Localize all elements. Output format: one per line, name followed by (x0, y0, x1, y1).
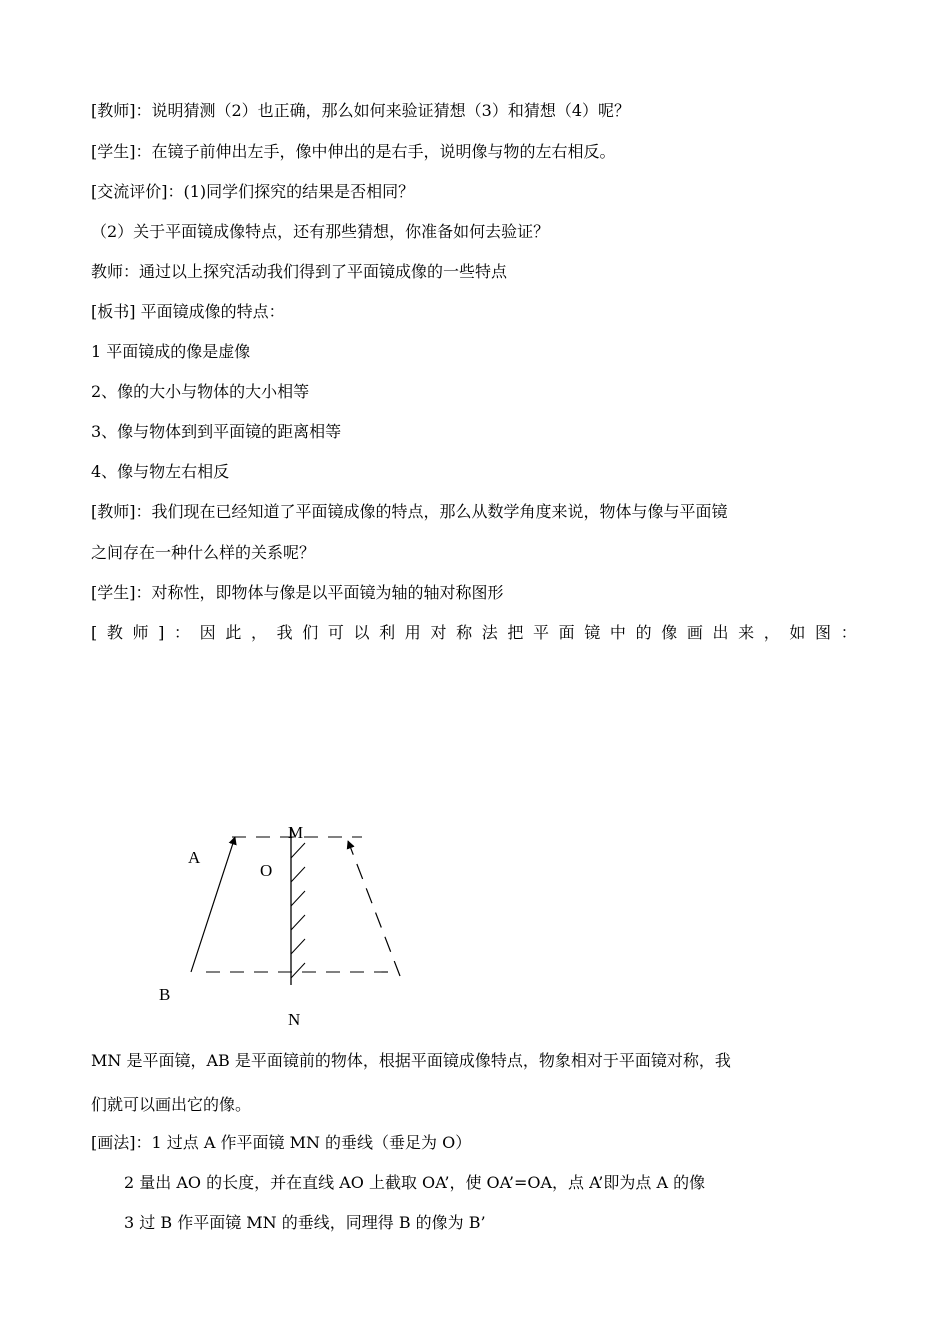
para-teacher-math-1: [教师]：我们现在已经知道了平面镜成像的特点，那么从数学角度来说，物体与像与平面镜 (91, 502, 728, 521)
justified-char: ] (158, 623, 165, 642)
justified-char: 图 (815, 623, 832, 642)
justified-char: ， (763, 623, 780, 642)
label-b: B (159, 985, 171, 1004)
justified-char: 把 (507, 623, 524, 642)
method-step-3: 3 过 B 作平面镜 MN 的垂线，同理得 B 的像为 B’ (124, 1213, 486, 1232)
label-o: O (260, 861, 273, 880)
para-description-2: 们就可以画出它的像。 (91, 1095, 252, 1114)
justified-char: 中 (609, 623, 626, 642)
justified-char: 师 (132, 623, 149, 642)
feature-4: 4、像与物左右相反 (91, 462, 230, 481)
justified-char: 画 (686, 623, 703, 642)
image-arrow-dashed (348, 841, 400, 976)
para-teacher-draw (91, 622, 857, 644)
method-step-1: [画法]：1 过点 A 作平面镜 MN 的垂线（垂足为 O） (91, 1133, 472, 1152)
justified-char: 以 (353, 623, 370, 642)
justified-char: 法 (481, 623, 498, 642)
justified-char: 对 (430, 623, 447, 642)
justified-char: 像 (661, 623, 678, 642)
justified-char: [ (91, 623, 98, 642)
justified-char: 如 (789, 623, 806, 642)
justified-char: 因 (199, 623, 216, 642)
method-step-2: 2 量出 AO 的长度，并在直线 AO 上截取 OA’，使 OA’=OA，点 A’即为点 A 的像 (124, 1173, 706, 1192)
para-description-1: MN 是平面镜，AB 是平面镜前的物体，根据平面镜成像特点，物象相对于平面镜对称，我 (91, 1051, 731, 1070)
label-a: A (188, 848, 201, 867)
para-teacher-verify: [教师]：说明猜测（2）也正确，那么如何来验证猜想（3）和猜想（4）呢？ (91, 101, 631, 120)
para-student-symmetry: [学生]：对称性，即物体与像是以平面镜为轴的轴对称图形 (91, 583, 504, 602)
justified-char: 平 (533, 623, 550, 642)
para-teacher-summary: 教师：通过以上探究活动我们得到了平面镜成像的一些特点 (91, 262, 508, 281)
justified-char: ， (250, 623, 267, 642)
justified-char: 可 (327, 623, 344, 642)
justified-char: 我 (276, 623, 293, 642)
justified-char: 来 (738, 623, 755, 642)
justified-char: 们 (302, 623, 319, 642)
feature-3: 3、像与物体到到平面镜的距离相等 (91, 422, 342, 441)
justified-char: 出 (712, 623, 729, 642)
feature-1: 1 平面镜成的像是虚像 (91, 342, 251, 361)
justified-char: 镜 (584, 623, 601, 642)
justified-char: 面 (558, 623, 575, 642)
justified-char: 教 (106, 623, 123, 642)
justified-char: 的 (635, 623, 652, 642)
label-n: N (288, 1010, 301, 1029)
para-exchange-2: （2）关于平面镜成像特点，还有那些猜想，你准备如何去验证？ (91, 222, 550, 241)
justified-char: 此 (225, 623, 242, 642)
justified-char: 用 (404, 623, 421, 642)
mirror-hatching (291, 843, 305, 978)
para-exchange-1: [交流评价]：(1)同学们探究的结果是否相同？ (91, 182, 415, 201)
justified-char: 利 (379, 623, 396, 642)
feature-2: 2、像的大小与物体的大小相等 (91, 382, 310, 401)
justified-char: 称 (456, 623, 473, 642)
para-teacher-math-2: 之间存在一种什么样的关系呢？ (91, 543, 316, 562)
board-heading: [板书] 平面镜成像的特点： (91, 302, 285, 321)
justified-char: ： (840, 623, 857, 642)
para-student-hands: [学生]：在镜子前伸出左手，像中伸出的是右手，说明像与物的左右相反。 (91, 142, 616, 161)
justified-char: ： (174, 623, 191, 642)
mirror-diagram (150, 815, 430, 1035)
label-m: M (288, 823, 304, 842)
